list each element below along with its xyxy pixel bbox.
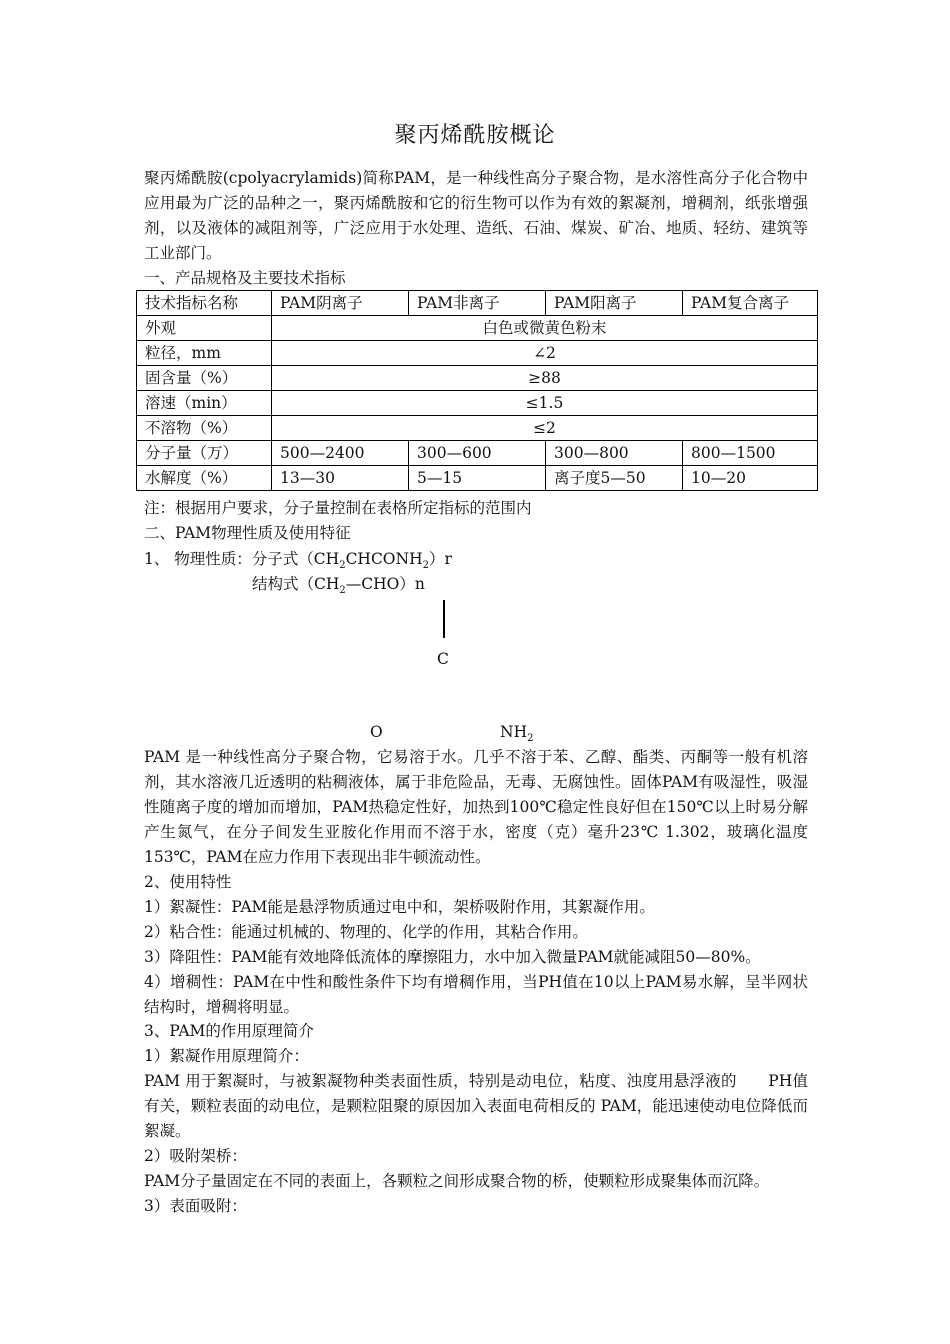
usage-item: 1）絮凝性：PAM能是悬浮物质通过电中和，架桥吸附作用，其絮凝作用。 [144, 898, 655, 916]
formula-part: CH [313, 550, 340, 568]
amine-label [500, 720, 533, 745]
struct-subscript: 2 [339, 585, 346, 596]
merged-value: ≤1.5 [272, 391, 818, 416]
amine-text: NH [500, 723, 528, 741]
table-cell: 13—30 [272, 466, 409, 491]
table-cell: 5—15 [409, 466, 546, 491]
flocculation-paragraph: PAM 用于絮凝时，与被絮凝物种类表面性质，特别是动电位，粘度、浊度用悬浮液的 PH值有关，颗粒表面的动电位，是颗粒阻聚的原因加入表面电荷相反的 PAM，能迅速使动电位降低而絮凝。 [144, 1072, 808, 1140]
table-cell: 800—1500 [683, 441, 818, 466]
formula-part: CHCONH [345, 550, 423, 568]
carbon-label: C [437, 650, 449, 668]
formula-subscript: 2 [422, 560, 429, 571]
table-note: 注：根据用户要求，分子量控制在表格所定指标的范围内 [144, 499, 532, 517]
formula-suffix: ）r [428, 550, 452, 568]
table-row [137, 366, 818, 391]
merged-value: ≤2 [272, 416, 818, 441]
structural-formula [252, 572, 425, 597]
row-label: 不溶物（%） [137, 416, 272, 441]
formula-subscript: 2 [339, 560, 346, 571]
row-label: 分子量（万） [137, 441, 272, 466]
usage-item: 4）增稠性：PAM在中性和酸性条件下均有增稠作用，当PH值在10以上PAM易水解，呈半网状结构时，增稠将明显。 [144, 973, 808, 1016]
table-header-cell: 技术指标名称 [137, 291, 272, 316]
table-row [137, 441, 818, 466]
bond-line [443, 600, 445, 638]
table-cell: 300—800 [546, 441, 683, 466]
row-label: 粒径，mm [137, 341, 272, 366]
struct-prefix: 结构式（CH [252, 575, 340, 593]
intro-paragraph: 聚丙烯酰胺(cpolyacrylamids)简称PAM，是一种线性高分子聚合物，是水溶性高分子化合物中应用最为广泛的品种之一，聚丙烯酰胺和它的衍生物可以作为有效的絮凝剂，增稠剂，纸张增强剂，以及液体的减阻剂等，广泛应用于水处理、造纸、石油、煤炭、矿冶、地质、轻纺、建筑等工业部门。 [144, 169, 808, 262]
row-label: 固含量（%） [137, 366, 272, 391]
physical-properties-paragraph: PAM 是一种线性高分子聚合物，它易溶于水。几乎不溶于苯、乙醇、酯类、丙酮等一般有机溶剂，其水溶液几近透明的粘稠液体，属于非危险品，无毒、无腐蚀性。固体PAM有吸湿性，吸湿性随离子度的增加而增加，PAM热稳定性好，加热到100℃稳定性良好但在150℃以上时易分解产生氮气，在分子间发生亚胺化作用而不溶于水，密度（克）毫升23℃ 1.302，玻璃化温度153℃，PAM在应力作用下表现出非牛顿流动性。 [144, 748, 808, 866]
row-label: 外观 [137, 316, 272, 341]
flocculation-heading: 1）絮凝作用原理简介： [144, 1047, 309, 1065]
bridging-heading: 2）吸附架桥： [144, 1147, 247, 1165]
molecular-formula [144, 547, 452, 572]
usage-item: 2）粘合性：能通过机械的、物理的、化学的作用，其粘合作用。 [144, 923, 588, 941]
table-row [137, 341, 818, 366]
table-header-cell: PAM阴离子 [272, 291, 409, 316]
table-row [137, 416, 818, 441]
oxygen-label: O [370, 723, 383, 741]
merged-value: 白色或微黄色粉末 [272, 316, 818, 341]
table-row [137, 466, 818, 491]
table-header-row [137, 291, 818, 316]
struct-suffix: —CHO）n [345, 575, 425, 593]
merged-value: ≥88 [272, 366, 818, 391]
bridging-paragraph: PAM分子量固定在不同的表面上，各颗粒之间形成聚合物的桥，使颗粒形成聚集体而沉降。 [144, 1172, 770, 1190]
table-row [137, 316, 818, 341]
table-row [137, 391, 818, 416]
formula-prefix: 1、 物理性质：分子式（ [144, 550, 314, 568]
merged-value: ∠2 [272, 341, 818, 366]
table-header-cell: PAM复合离子 [683, 291, 818, 316]
table-cell: 离子度5—50 [546, 466, 683, 491]
section-heading-specs: 一、产品规格及主要技术指标 [144, 269, 346, 287]
amine-subscript: 2 [527, 733, 534, 744]
row-label: 溶速（min） [137, 391, 272, 416]
table-cell: 10—20 [683, 466, 818, 491]
usage-item: 3）降阻性：PAM能有效地降低流体的摩擦阻力，水中加入微量PAM就能减阻50—80%。 [144, 948, 761, 966]
usage-heading: 2、使用特性 [144, 873, 232, 891]
principle-heading: 3、PAM的作用原理简介 [144, 1022, 314, 1040]
page-title: 聚丙烯酰胺概论 [394, 123, 556, 148]
row-label: 水解度（%） [137, 466, 272, 491]
table-cell: 500—2400 [272, 441, 409, 466]
table-header-cell: PAM非离子 [409, 291, 546, 316]
spec-table [136, 290, 818, 491]
table-header-cell: PAM阳离子 [546, 291, 683, 316]
table-cell: 300—600 [409, 441, 546, 466]
surface-adsorption-heading: 3）表面吸附： [144, 1197, 247, 1215]
section-heading-properties: 二、PAM物理性质及使用特征 [144, 524, 351, 542]
